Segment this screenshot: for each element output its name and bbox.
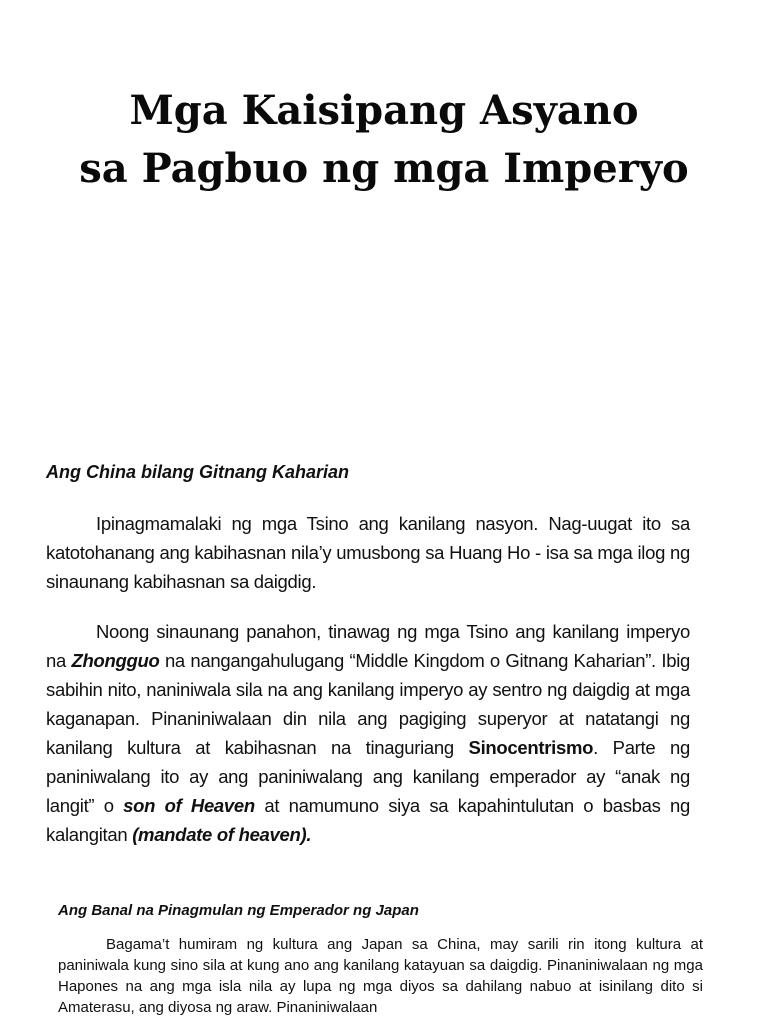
paragraph-text: na nangangahulugang “Middle Kingdom o Gitnang Kaharian”. Ibig sabihin nito, naniniwala sila na ang kanilang imperyo ay sentro ng daigdig at mga kaganapan. Pinaniniwalaan din nila ang pagiging superyor at natatangi ng kanilang kultura at kabihasnan na tinaguriang xyxy=(46,650,690,758)
section-heading-japan: Ang Banal na Pinagmulan ng Emperador ng Japan xyxy=(58,902,419,919)
title-line-1: Mga Kaisipang Asyano xyxy=(129,87,639,134)
paragraph-text: at namumuno siya sa kapahintulutan o basbas ng kalangitan xyxy=(46,795,690,845)
paragraph-text: Noong sinaunang panahon, tinawag ng mga Tsino ang kanilang imperyo na xyxy=(46,621,690,671)
term-zhongguo: Zhongguo xyxy=(71,650,160,671)
paragraph-china-1: Ipinagmamalaki ng mga Tsino ang kanilang nasyon. Nag-uugat ito sa katotohanang ang kabihasnan nila’y umusbong sa Huang Ho - isa sa mga ilog ng sinaunang kabihasnan sa daigdig. xyxy=(46,513,690,592)
section-heading-china: Ang China bilang Gitnang Kaharian xyxy=(46,462,350,482)
term-sinocentrismo: Sinocentrismo xyxy=(468,737,594,758)
paragraph-japan-1: Bagama’t humiram ng kultura ang Japan sa China, may sarili rin itong kultura at paniniwala kung sino sila at kung ano ang kanilang katayuan sa daigdig. Pinaniniwalaan ng mga Hapones na ang mga isla nila ay lupa ng mga diyos sa dahilang nabuo at isinilang dito si Amaterasu, ang diyosa ng araw. Pinaniniwalaan xyxy=(58,936,703,1016)
paragraph-china-2 xyxy=(46,617,690,849)
paragraph-text: . Parte ng paniniwalang ito ay ang paniniwalang ang kanilang emperador ay “anak ng langit” o xyxy=(46,737,690,816)
term-mandate-of-heaven: (mandate of heaven). xyxy=(132,824,312,845)
title-line-2: sa Pagbuo ng mga Imperyo xyxy=(79,145,689,192)
page-title xyxy=(0,82,768,198)
term-son-of-heaven: son of Heaven xyxy=(123,795,255,816)
